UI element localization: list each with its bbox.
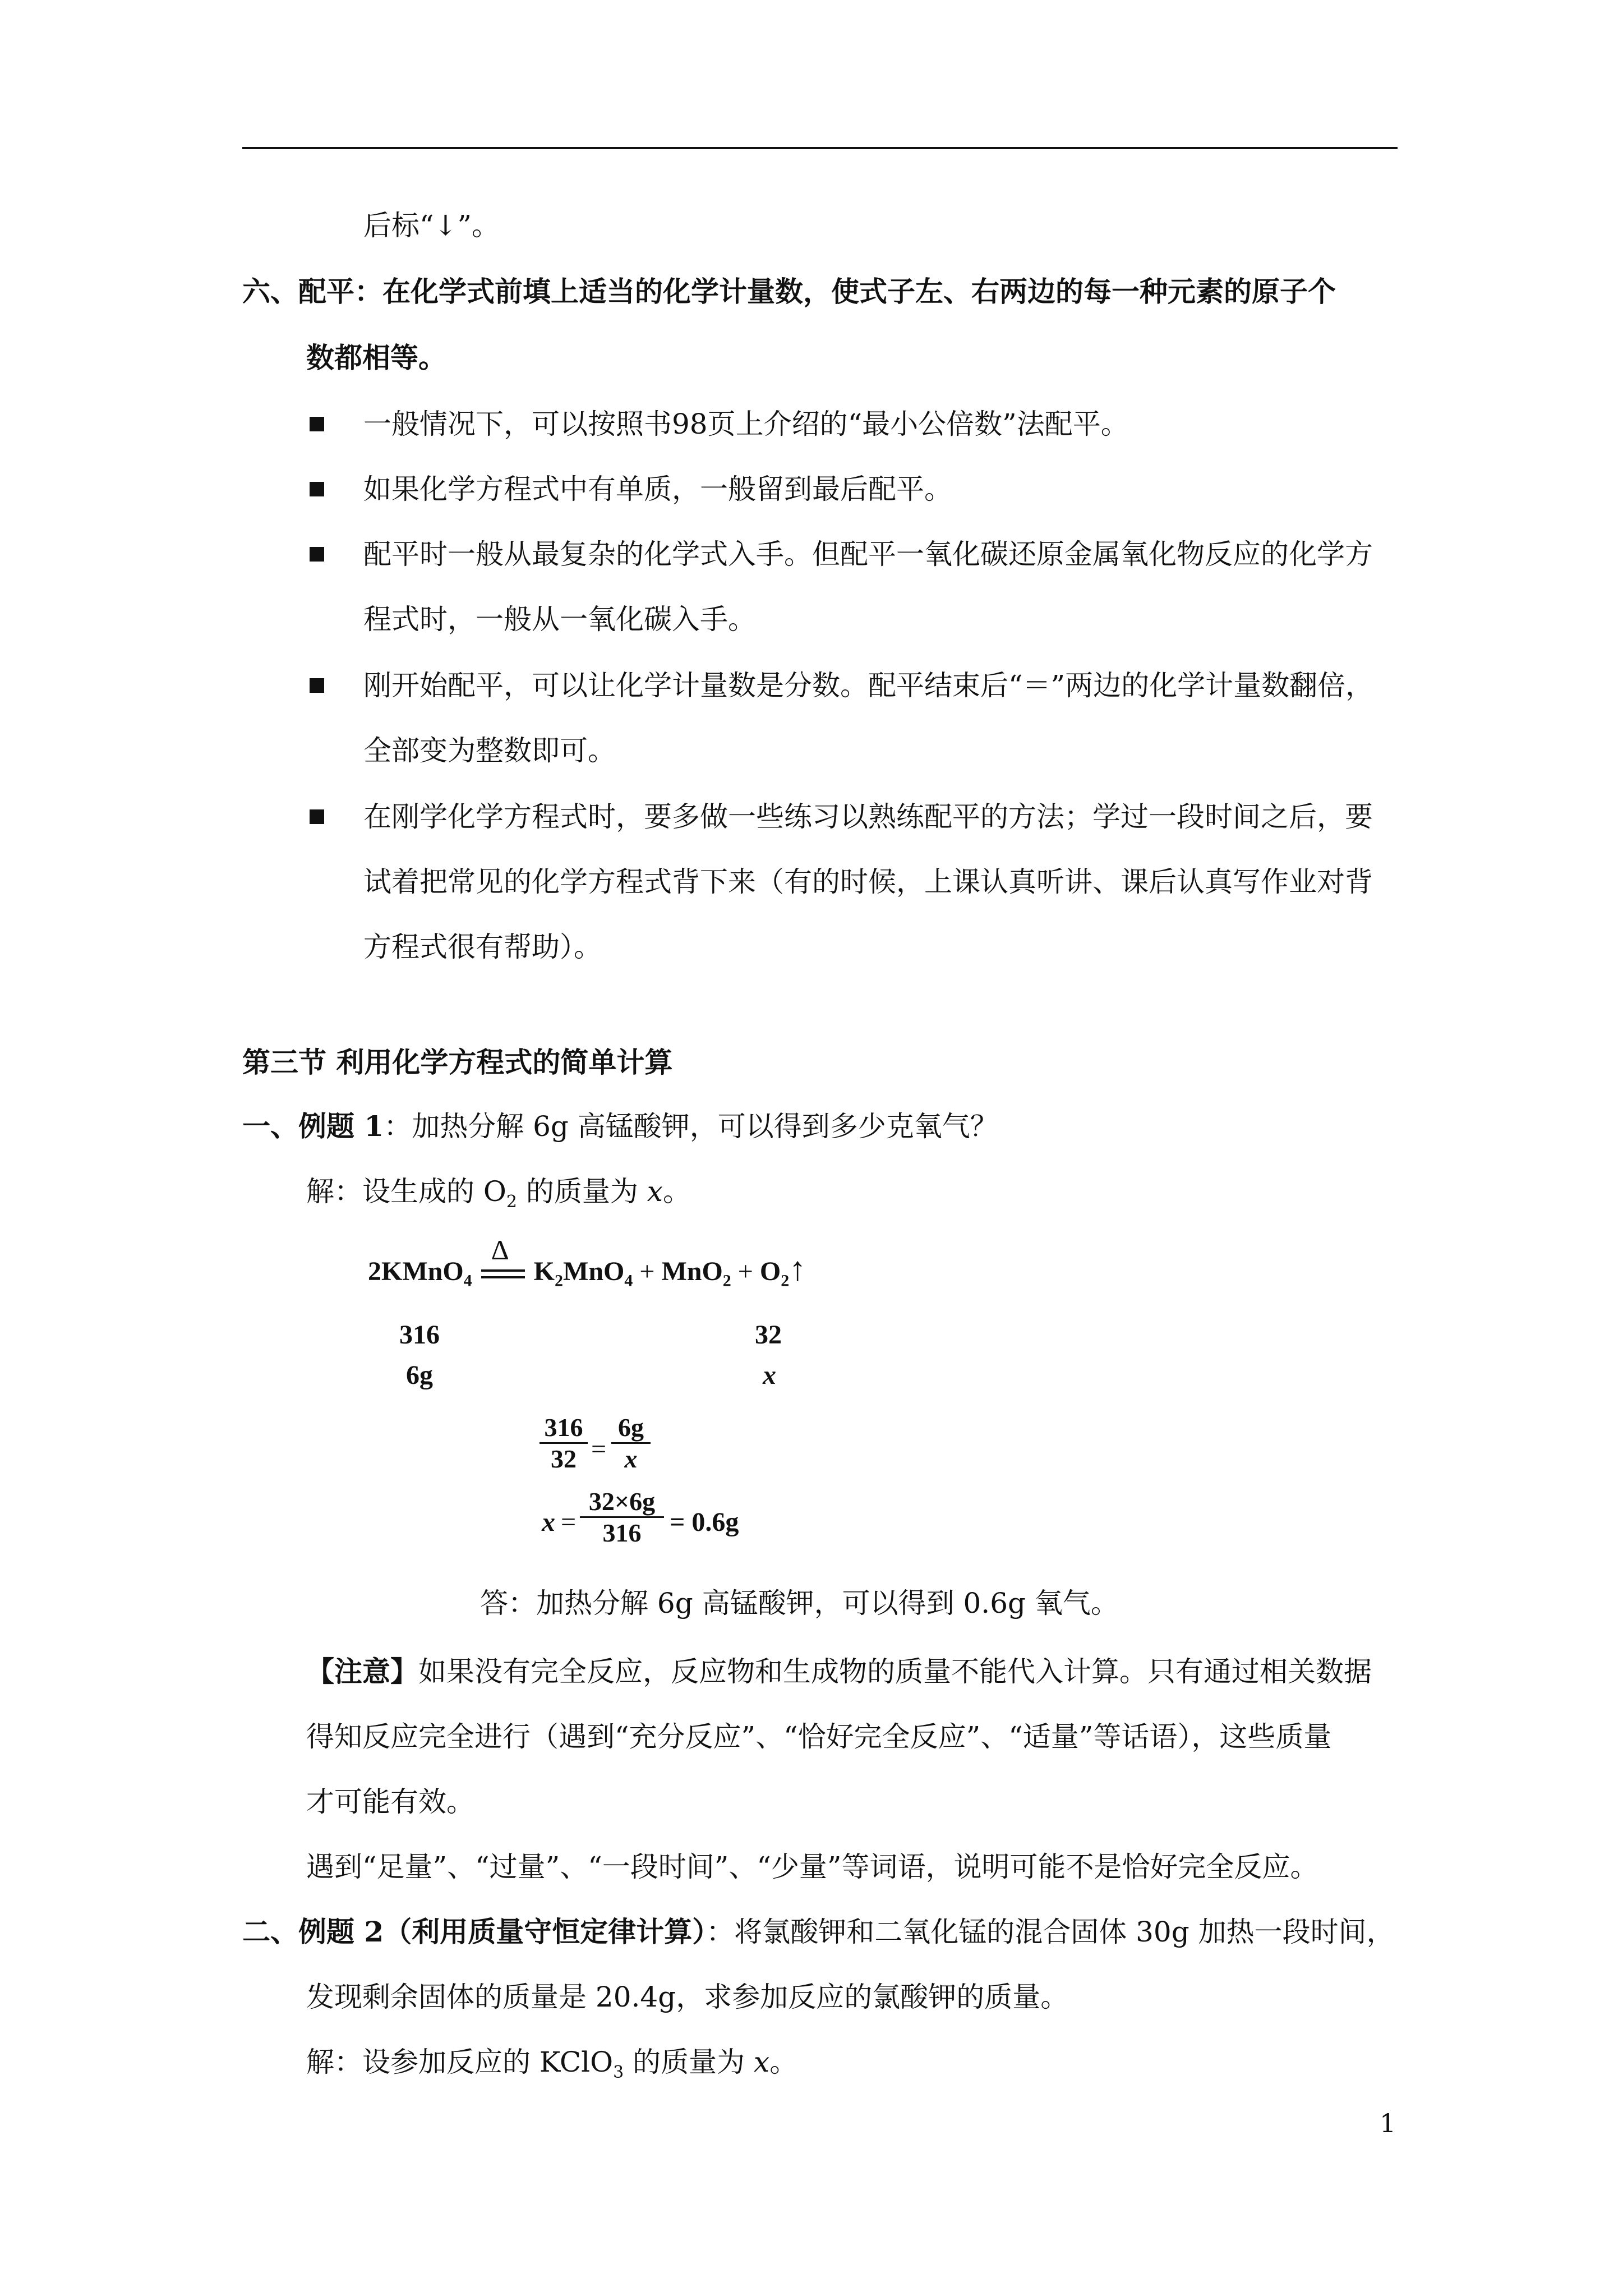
bullet-2: 如果化学方程式中有单质，一般留到最后配平。 — [363, 473, 952, 505]
plus-sign: + — [737, 1257, 753, 1286]
unknown-mass-right: x — [763, 1360, 776, 1390]
example-2-line2: 发现剩余固体的质量是 20.4g，求参加反应的氯酸钾的质量。 — [306, 1981, 1069, 2013]
example-2-question: ：将氯酸钾和二氧化锰的混合固体 30g 加热一段时间， — [706, 1916, 1395, 1948]
numerator: 6g — [618, 1413, 644, 1442]
equals-sign: = — [591, 1434, 607, 1464]
bullet-5-line2: 试着把常见的化学方程式背下来（有的时候，上课认真听讲、课后认真写作业对背 — [363, 866, 1373, 898]
setup-text: 解：设参加反应的 KClO — [306, 2046, 614, 2078]
fraction-6g-over-x — [611, 1412, 651, 1474]
denominator: 316 — [602, 1519, 642, 1547]
note-label: 【注意】 — [306, 1655, 418, 1688]
delta-icon: Δ — [491, 1234, 509, 1266]
product-1: K — [533, 1257, 555, 1286]
note-line1 — [306, 1654, 1372, 1690]
product-1: MnO — [563, 1257, 625, 1286]
subscript: 2 — [781, 1271, 790, 1290]
bullet-3-line2: 程式时，一般从一氧化碳入手。 — [363, 603, 756, 636]
example-1-answer: 答：加热分解 6g 高锰酸钾，可以得到 0.6g 氧气。 — [480, 1587, 1119, 1619]
square-bullet-icon — [310, 678, 324, 693]
subscript: 3 — [613, 2063, 624, 2082]
fraction-32x6g-over-316 — [580, 1487, 664, 1548]
equals-sign: = — [561, 1507, 577, 1537]
section-six-title-line2: 数都相等。 — [306, 341, 446, 374]
header-rule — [242, 147, 1398, 149]
page-number: 1 — [1380, 2108, 1396, 2138]
note-line4: 遇到“足量”、“过量”、“一段时间”、“少量”等词语，说明可能不是恰好完全反应。 — [306, 1851, 1318, 1883]
note-line2: 得知反应完全进行（遇到“充分反应”、“恰好完全反应”、“适量”等话语），这些质量 — [306, 1720, 1332, 1753]
denominator: x — [624, 1444, 638, 1473]
example-2-solution-setup — [306, 2044, 797, 2091]
setup-text: 。 — [662, 1175, 691, 1208]
square-bullet-icon — [310, 417, 324, 431]
bullet-5-line3: 方程式很有帮助）。 — [363, 931, 602, 963]
reaction-condition-sign — [481, 1234, 525, 1285]
equal-line-top — [481, 1269, 525, 1272]
subscript: 2 — [555, 1271, 564, 1290]
numerator: 32×6g — [588, 1487, 656, 1516]
molar-mass-right: 32 — [755, 1320, 782, 1350]
reactant: 2KMnO — [368, 1257, 464, 1286]
product-3: O — [759, 1257, 781, 1286]
continuation-line: 后标“↓”。 — [363, 209, 500, 242]
bullet-4-line2: 全部变为整数即可。 — [363, 734, 616, 767]
setup-text: 。 — [769, 2046, 798, 2078]
example-1-solution-setup — [306, 1174, 691, 1220]
example-2-label: 二、例题 2（利用质量守恒定律计算） — [242, 1915, 707, 1948]
fraction-316-over-32 — [540, 1412, 588, 1474]
variable-x: x — [647, 1175, 663, 1208]
subscript: 4 — [463, 1271, 472, 1290]
square-bullet-icon — [310, 482, 324, 496]
subscript: 4 — [624, 1271, 633, 1290]
section-heading: 第三节 利用化学方程式的简单计算 — [242, 1046, 673, 1079]
subscript: 2 — [506, 1192, 517, 1212]
square-bullet-icon — [310, 809, 324, 824]
setup-text: 解：设生成的 O — [306, 1175, 506, 1208]
given-mass-left: 6g — [406, 1360, 433, 1390]
plus-sign: + — [639, 1257, 655, 1286]
calc-result: = 0.6g — [670, 1507, 739, 1537]
setup-text: 的质量为 — [624, 2046, 754, 2078]
calc-variable-x: x — [542, 1507, 555, 1537]
equal-line-bottom — [481, 1276, 525, 1278]
denominator: 32 — [551, 1444, 577, 1473]
example-2-statement — [242, 1914, 1395, 1950]
bullet-3-line1: 配平时一般从最复杂的化学式入手。但配平一氧化碳还原金属氧化物反应的化学方 — [363, 538, 1373, 570]
chemical-equation — [368, 1234, 806, 1291]
variable-x: x — [754, 2046, 770, 2078]
note-line3: 才可能有效。 — [306, 1786, 474, 1818]
numerator: 316 — [544, 1413, 583, 1442]
bullet-5-line1: 在刚学化学方程式时，要多做一些练习以熟练配平的方法；学过一段时间之后，要 — [363, 800, 1373, 833]
product-2: MnO — [661, 1257, 723, 1286]
example-1-label: 一、例题 1 — [242, 1110, 384, 1143]
setup-text: 的质量为 — [517, 1175, 647, 1208]
square-bullet-icon — [310, 547, 324, 562]
gas-arrow-icon: ↑ — [789, 1250, 806, 1287]
note-text: 如果没有完全反应，反应物和生成物的质量不能代入计算。只有通过相关数据 — [418, 1655, 1372, 1688]
example-1-question: ：加热分解 6g 高锰酸钾，可以得到多少克氧气？ — [384, 1110, 998, 1143]
bullet-1: 一般情况下，可以按照书98页上介绍的“最小公倍数”法配平。 — [363, 408, 1129, 440]
example-1-statement — [242, 1108, 998, 1144]
section-six-title-line1: 六、配平：在化学式前填上适当的化学计量数，使式子左、右两边的每一种元素的原子个 — [242, 275, 1336, 308]
bullet-4-line1: 刚开始配平，可以让化学计量数是分数。配平结束后“＝”两边的化学计量数翻倍， — [363, 669, 1374, 702]
subscript: 2 — [722, 1271, 731, 1290]
molar-mass-left: 316 — [399, 1320, 440, 1350]
